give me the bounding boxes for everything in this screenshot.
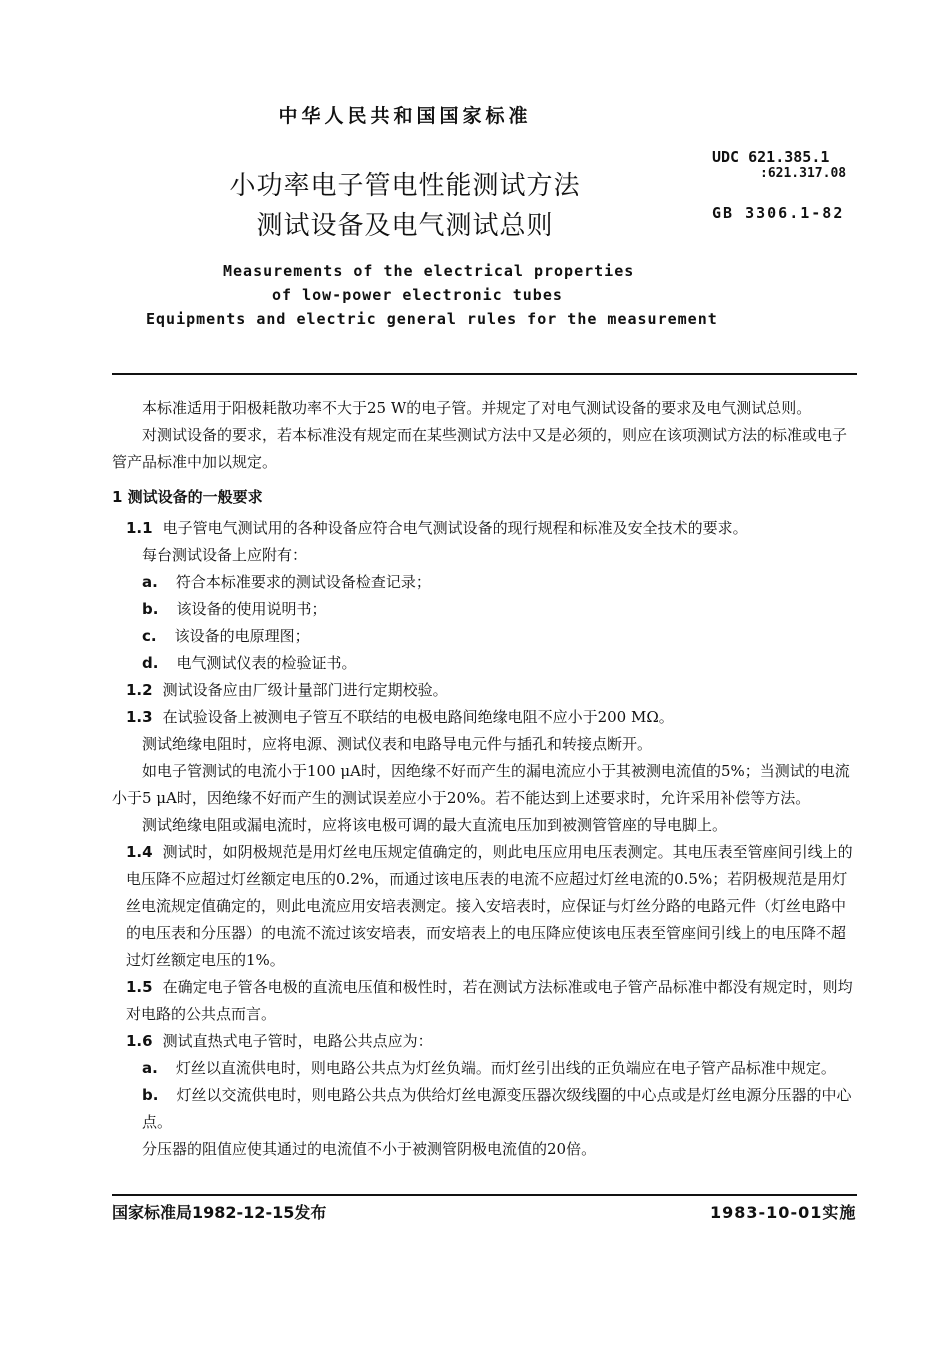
list-text: 符合本标准要求的测试设备检查记录； [175,573,431,591]
title-en-line2: of low-power electronic tubes [272,286,563,304]
list-item [112,596,857,623]
clause-1-6-item-b [112,1082,857,1136]
clause-number: 1.1 [126,519,153,537]
clause-text: 测试时，如阴极规范是用灯丝电压规定值确定的，则此电压应用电压表测定。其电压表至管座间引线上的电压降不应超过灯丝额定电压的0.2%，而通过该电压表的电流不应超过灯丝电流的0.5%；若阴极规范是用灯丝电流规定值确定的，则此电流应用安培表测定。接入安培表时，应保证与灯丝分路的电路元件（灯丝电路中的电压表和分压器）的电流不流过该安培表，而安培表上的电压降应使该电压表至管座间引线上的电压降不超过灯丝额定电压的1%。 [126,843,853,969]
effective-date: 1983-10-01实施 [710,1203,857,1222]
clause-1-2 [112,677,857,704]
clause-number: 1.6 [126,1032,153,1050]
list-mark: d. [142,654,159,672]
issuing-country-standard: 中华人民共和国国家标准 [278,105,532,127]
clause-text: 测试设备应由厂级计量部门进行定期校验。 [162,681,448,699]
clause-text: 电子管电气测试用的各种设备应符合电气测试设备的现行规程和标准及安全技术的要求。 [162,519,748,537]
clause-1-6 [112,1028,857,1055]
clause-number: 1.2 [126,681,153,699]
clause-1-5 [112,974,857,1028]
clause-number: 1.5 [126,978,153,996]
clause-1-1-subtext: 每台测试设备上应附有： [142,546,308,564]
udc-code-sub: :621.317.08 [760,166,847,181]
list-mark: b. [142,1086,159,1104]
intro-paragraph-1: 本标准适用于阳极耗散功率不大于25 W的电子管。并规定了对电气测试设备的要求及电气测试总则。 [142,399,812,417]
list-text: 该设备的电原理图； [174,627,310,645]
clause-1-3-paragraph-2: 如电子管测试的电流小于100 μA时，因绝缘不好而产生的漏电流应小于其被测电流值的5%；当测试的电流小于5 μA时，因绝缘不好而产生的测试误差应小于20%。若不能达到上述要求时，允许采用补偿等方法。 [112,762,850,807]
list-item [112,569,857,596]
title-en-line3: Equipments and electric general rules for the measurement [146,310,718,328]
list-item [112,650,857,677]
clause-1-3-paragraph-1: 测试绝缘电阻时，应将电源、测试仪表和电路导电元件与插孔和转接点断开。 [142,735,653,753]
list-text: 电气测试仪表的检验证书。 [176,654,357,672]
clause-text: 在试验设备上被测电子管互不联结的电极电路间绝缘电阻不应小于200 MΩ。 [162,708,674,726]
issue-date: 国家标准局1982-12-15发布 [112,1203,327,1222]
clause-text: 测试直热式电子管时，电路公共点应为： [162,1032,433,1050]
clause-1-4 [112,839,857,974]
clause-1-3 [112,704,857,731]
title-zh-line2: 测试设备及电气测试总则 [256,211,554,241]
header-divider [112,373,857,375]
clause-number: 1.3 [126,708,153,726]
udc-code: UDC 621.385.1 [712,148,830,166]
clause-number: 1.4 [126,843,153,861]
list-item [112,623,857,650]
clause-1-3-paragraph-3: 测试绝缘电阻或漏电流时，应将该电极可调的最大直流电压加到被测管管座的导电脚上。 [142,816,728,834]
list-mark: a. [142,573,158,591]
footer-divider [112,1194,857,1196]
list-mark: a. [142,1059,158,1077]
list-text: 灯丝以交流供电时，则电路公共点为供给灯丝电源变压器次级线圈的中心点或是灯丝电源分压器的中心点。 [142,1086,852,1131]
list-text: 该设备的使用说明书； [176,600,327,618]
gb-number: GB 3306.1-82 [712,204,845,222]
document-body [112,395,857,1163]
title-en-line1: Measurements of the electrical properties [223,262,635,280]
list-text: 灯丝以直流供电时，则电路公共点为灯丝负端。而灯丝引出线的正负端应在电子管产品标准中规定。 [175,1059,836,1077]
list-mark: c. [142,627,157,645]
clause-1-6-item-a [112,1055,857,1082]
list-mark: b. [142,600,159,618]
clause-1-1 [112,515,857,542]
clause-1-6-paragraph: 分压器的阻值应使其通过的电流值不小于被测管阴极电流值的20倍。 [142,1140,597,1158]
clause-text: 在确定电子管各电极的直流电压值和极性时，若在测试方法标准或电子管产品标准中都没有规定时，则均对电路的公共点而言。 [126,978,853,1023]
section-heading-1: 1 测试设备的一般要求 [112,488,263,506]
intro-paragraph-2: 对测试设备的要求，若本标准没有规定而在某些测试方法中又是必须的，则应在该项测试方法的标准或电子管产品标准中加以规定。 [112,426,848,471]
title-zh-line1: 小功率电子管电性能测试方法 [229,171,581,201]
